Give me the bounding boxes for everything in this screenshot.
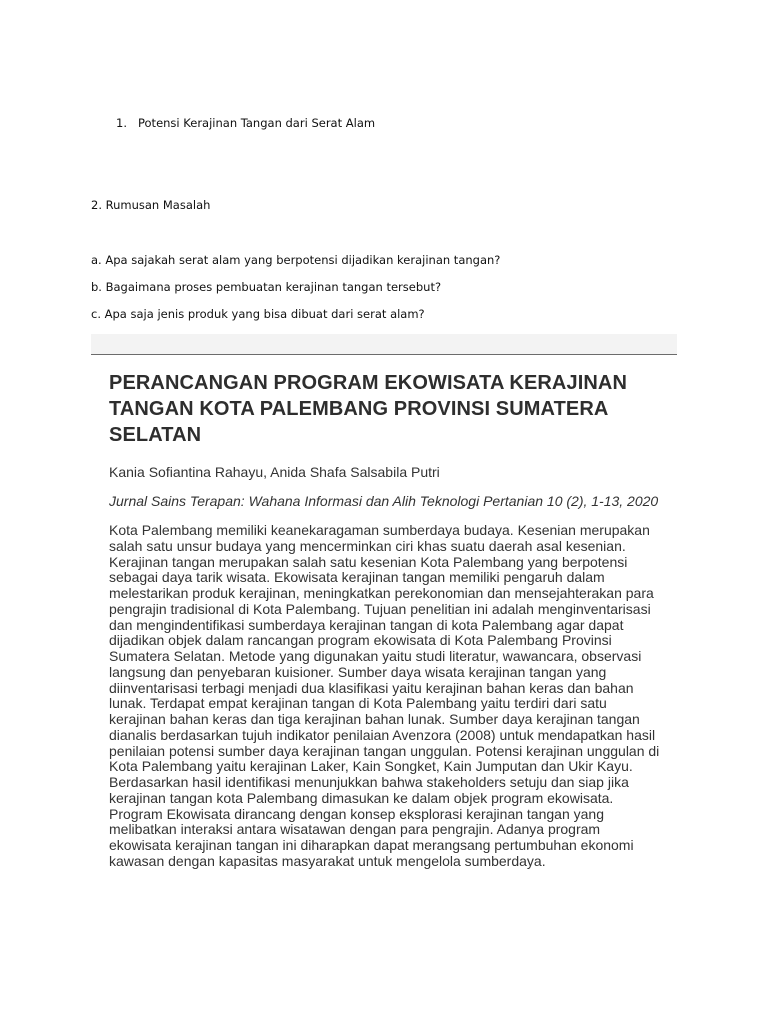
paper-abstract: Kota Palembang memiliki keanekaragaman sumberdaya budaya. Kesenian merupakan salah satu unsur budaya yang mencerminkan ciri khas suatu daerah asal kesenian. Kerajinan tangan merupakan salah satu kesenian Kota Palembang yang berpotensi sebagai daya tarik wisata. Ekowisata kerajinan tangan memiliki pengaruh dalam melestarikan produk kerajinan, meningkatkan perekonomian dan mensejahterakan para pengrajin tradisional di Kota Palembang. Tujuan penelitian ini adalah menginventarisasi dan mengindentifikasi sumberdaya kerajinan tangan di kota Palembang agar dapat dijadikan objek dalam rancangan program ekowisata di Kota Palembang Provinsi Sumatera Selatan. Metode yang digunakan yaitu studi literatur, wawancara, observasi langsung dan penyebaran kuisioner. Sumber daya wisata kerajinan tangan yang diinventarisasi terbagi menjadi dua klasifikasi yaitu kerajinan bahan keras dan bahan lunak. Terdapat empat kerajinan tangan di Kota Palembang yaitu terdiri dari satu kerajinan bahan keras dan tiga kerajinan bahan lunak. Sumber daya kerajinan tangan dianalis berdasarkan tujuh indikator penilaian Avenzora (2008) untuk mendapatkan hasil penilaian potensi sumber daya kerajinan tangan unggulan. Potensi kerajinan unggulan di Kota Palembang yaitu kerajinan Laker, Kain Songket, Kain Jumputan dan Ukir Kayu. Berdasarkan hasil identifikasi menunjukkan bahwa stakeholders setuju dan siap jika kerajinan tangan kota Palembang dimasukan ke dalam objek program ekowisata. Program Ekowisata dirancang dengan konsep eksplorasi kerajinan tangan yang melibatkan interaksi antara wisatawan dengan para pengrajin. Adanya program ekowisata kerajinan tangan ini diharapkan dapat merangsang pertumbuhan ekonomi kawasan dengan kapasitas masyarakat untuk mengelola sumberdaya. xyxy=(109,522,660,869)
list-number: 1. xyxy=(116,116,127,130)
question-a: a. Apa sajakah serat alam yang berpotensi dijadikan kerajinan tangan? xyxy=(91,253,501,267)
paper-journal: Jurnal Sains Terapan: Wahana Informasi dan Alih Teknologi Pertanian 10 (2), 1-13, 2020 xyxy=(109,493,659,509)
reference-card xyxy=(109,370,661,870)
question-c: c. Apa saja jenis produk yang bisa dibuat dari serat alam? xyxy=(91,307,425,321)
list-item-text: Potensi Kerajinan Tangan dari Serat Alam xyxy=(138,116,376,130)
section-heading: 2. Rumusan Masalah xyxy=(91,198,211,212)
reference-divider xyxy=(91,334,677,355)
numbered-list-item xyxy=(116,116,375,130)
paper-authors: Kania Sofiantina Rahayu, Anida Shafa Salsabila Putri xyxy=(109,464,440,480)
question-b: b. Bagaimana proses pembuatan kerajinan tangan tersebut? xyxy=(91,280,442,294)
paper-title: PERANCANGAN PROGRAM EKOWISATA KERAJINAN TANGAN KOTA PALEMBANG PROVINSI SUMATERA SELATAN xyxy=(109,372,627,446)
